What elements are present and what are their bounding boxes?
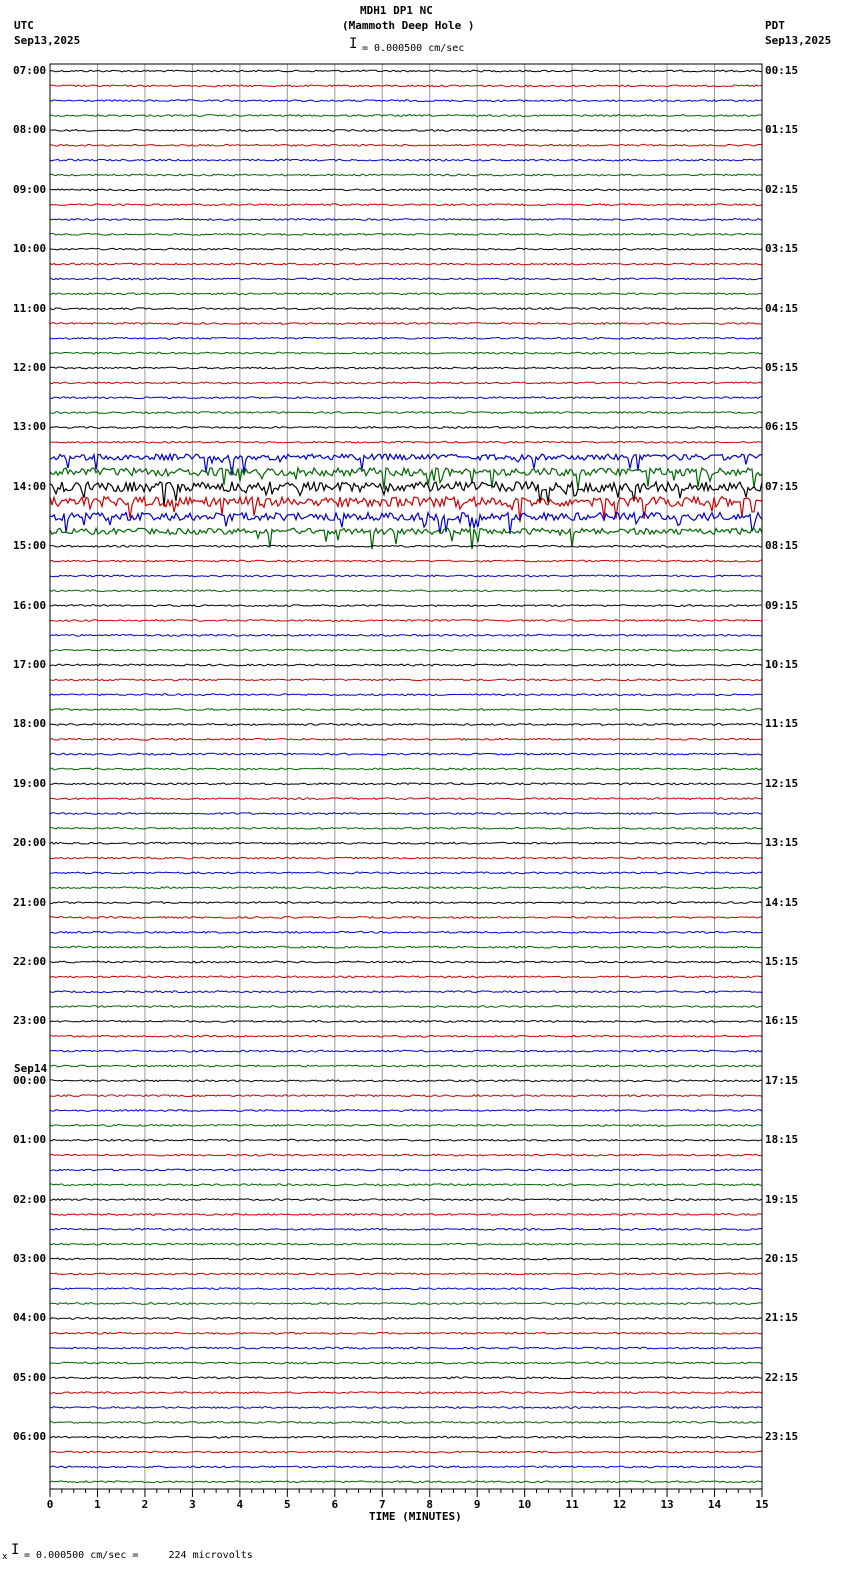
trace-25 xyxy=(50,441,762,443)
trace-group xyxy=(50,70,762,1483)
trace-34 xyxy=(50,575,762,577)
trace-1 xyxy=(50,85,762,87)
trace-11 xyxy=(50,234,762,236)
left-hour-label: 21:00 xyxy=(13,895,47,909)
left-hour-label: 23:00 xyxy=(13,1014,47,1028)
trace-79 xyxy=(50,1243,762,1245)
right-hour-label: 07:15 xyxy=(765,479,799,493)
trace-61 xyxy=(50,976,762,978)
trace-94 xyxy=(50,1466,762,1468)
trace-32 xyxy=(50,545,762,547)
trace-40 xyxy=(50,664,762,666)
trace-95 xyxy=(50,1481,762,1483)
left-hour-label: 02:00 xyxy=(13,1192,47,1206)
trace-17 xyxy=(50,323,762,325)
left-hour-label: 15:00 xyxy=(13,539,47,553)
right-hour-label: 13:15 xyxy=(765,836,799,850)
trace-4 xyxy=(50,130,762,132)
x-tick-label: 10 xyxy=(518,1498,532,1511)
left-hour-label: 11:00 xyxy=(13,301,47,315)
trace-64 xyxy=(50,1021,762,1023)
right-hour-label: 21:15 xyxy=(765,1311,799,1325)
x-axis-label: TIME (MINUTES) xyxy=(369,1510,462,1523)
scale-bar-icon: I xyxy=(349,36,358,52)
footer-scale-label: = 0.000500 cm/sec = 224 microvolts xyxy=(24,1550,253,1561)
left-hour-label: 03:00 xyxy=(13,1252,47,1265)
right-hour-label: 18:15 xyxy=(765,1133,799,1147)
trace-12 xyxy=(50,248,762,250)
trace-35 xyxy=(50,590,762,592)
left-hour-label: 18:00 xyxy=(13,717,47,731)
trace-13 xyxy=(50,263,762,265)
left-hour-label: 14:00 xyxy=(13,479,47,493)
trace-63 xyxy=(50,1006,762,1008)
right-date: Sep13,2025 xyxy=(765,34,832,47)
right-hour-label: 12:15 xyxy=(765,776,799,790)
trace-22 xyxy=(50,397,762,399)
trace-51 xyxy=(50,828,762,830)
trace-24 xyxy=(50,427,762,429)
trace-71 xyxy=(50,1125,762,1127)
left-hour-label: 05:00 xyxy=(13,1370,47,1384)
trace-42 xyxy=(50,694,762,696)
trace-45 xyxy=(50,738,762,740)
trace-78 xyxy=(50,1228,762,1230)
trace-21 xyxy=(50,382,762,384)
trace-77 xyxy=(50,1214,762,1216)
trace-90 xyxy=(50,1407,762,1409)
trace-76 xyxy=(50,1199,762,1201)
trace-6 xyxy=(50,159,762,161)
trace-48 xyxy=(50,783,762,785)
left-hour-label: 17:00 xyxy=(13,658,47,671)
left-hour-label: 22:00 xyxy=(13,955,47,968)
trace-10 xyxy=(50,219,762,221)
x-tick-label: 8 xyxy=(426,1498,434,1511)
x-tick-label: 11 xyxy=(565,1498,579,1511)
x-tick-label: 6 xyxy=(331,1498,339,1511)
x-tick-label: 14 xyxy=(707,1498,722,1511)
trace-9 xyxy=(50,204,762,206)
x-tick-label: 1 xyxy=(94,1498,101,1511)
trace-50 xyxy=(50,813,762,815)
trace-14 xyxy=(50,278,762,280)
left-hour-label: 12:00 xyxy=(13,361,47,374)
right-hour-label: 00:15 xyxy=(765,64,799,77)
right-hour-label: 01:15 xyxy=(765,123,799,137)
left-hour-label: 16:00 xyxy=(13,598,47,612)
left-hour-label: 06:00 xyxy=(13,1430,47,1444)
left-hour-label: 07:00 xyxy=(13,64,47,77)
trace-8 xyxy=(50,189,762,191)
trace-85 xyxy=(50,1332,762,1334)
date-change-label: Sep14 xyxy=(14,1062,48,1075)
right-hour-label: 09:15 xyxy=(765,598,799,612)
trace-56 xyxy=(50,902,762,904)
x-tick-label: 13 xyxy=(660,1498,674,1511)
trace-70 xyxy=(50,1110,762,1112)
right-hour-label: 05:15 xyxy=(765,361,799,374)
right-hour-label: 19:15 xyxy=(765,1192,799,1206)
trace-0 xyxy=(50,70,762,72)
right-timezone: PDT xyxy=(765,19,785,32)
trace-5 xyxy=(50,144,762,146)
footer-scale-icon: I xyxy=(11,1542,20,1558)
location-title: (Mammoth Deep Hole ) xyxy=(342,19,475,32)
trace-47 xyxy=(50,768,762,770)
trace-68 xyxy=(50,1080,762,1082)
trace-19 xyxy=(50,352,762,354)
left-hour-label: 19:00 xyxy=(13,776,47,790)
trace-84 xyxy=(50,1318,762,1320)
trace-88 xyxy=(50,1377,762,1379)
left-hour-label: 20:00 xyxy=(13,836,47,850)
trace-36 xyxy=(50,605,762,607)
right-hour-label: 22:15 xyxy=(765,1370,799,1384)
trace-87 xyxy=(50,1362,762,1364)
x-axis xyxy=(47,1489,769,1511)
trace-46 xyxy=(50,753,762,755)
right-hour-label: 15:15 xyxy=(765,955,799,968)
right-hour-label: 06:15 xyxy=(765,420,799,434)
right-hour-label: 20:15 xyxy=(765,1252,799,1265)
x-tick-label: 12 xyxy=(612,1498,627,1511)
trace-15 xyxy=(50,293,762,295)
left-timezone: UTC xyxy=(14,19,34,32)
trace-75 xyxy=(50,1184,762,1186)
trace-33 xyxy=(50,560,762,562)
trace-57 xyxy=(50,917,762,919)
trace-54 xyxy=(50,872,762,874)
left-date: Sep13,2025 xyxy=(14,34,81,47)
right-hour-label: 16:15 xyxy=(765,1014,799,1028)
trace-73 xyxy=(50,1154,762,1156)
right-hour-label: 03:15 xyxy=(765,242,799,256)
right-hour-label: 02:15 xyxy=(765,182,799,196)
scale-label: = 0.000500 cm/sec xyxy=(362,43,465,54)
trace-72 xyxy=(50,1139,762,1141)
x-tick-label: 5 xyxy=(284,1498,291,1511)
footer-mark: x xyxy=(2,1552,8,1562)
trace-82 xyxy=(50,1288,762,1290)
trace-58 xyxy=(50,931,762,933)
trace-74 xyxy=(50,1169,762,1171)
trace-39 xyxy=(50,649,762,651)
trace-53 xyxy=(50,857,762,859)
left-hour-label: 09:00 xyxy=(13,182,47,196)
left-hour-label: 13:00 xyxy=(13,420,47,434)
station-title: MDH1 DP1 NC xyxy=(360,4,433,17)
trace-69 xyxy=(50,1095,762,1097)
right-hour-label: 10:15 xyxy=(765,658,799,671)
right-hour-label: 14:15 xyxy=(765,895,799,909)
trace-44 xyxy=(50,724,762,726)
left-hour-label: 08:00 xyxy=(13,123,47,137)
right-hour-label: 11:15 xyxy=(765,717,799,731)
x-tick-label: 4 xyxy=(236,1498,244,1511)
x-tick-label: 3 xyxy=(189,1498,196,1511)
trace-23 xyxy=(50,412,762,414)
left-hour-label: 01:00 xyxy=(13,1133,47,1147)
trace-55 xyxy=(50,887,762,889)
x-tick-label: 0 xyxy=(46,1498,54,1511)
trace-92 xyxy=(50,1436,762,1438)
trace-7 xyxy=(50,174,762,176)
trace-20 xyxy=(50,367,762,369)
trace-81 xyxy=(50,1273,762,1275)
trace-93 xyxy=(50,1451,762,1453)
trace-59 xyxy=(50,946,762,948)
trace-3 xyxy=(50,115,762,117)
right-hour-label: 23:15 xyxy=(765,1430,799,1444)
trace-65 xyxy=(50,1035,762,1037)
trace-83 xyxy=(50,1303,762,1305)
right-hour-label: 08:15 xyxy=(765,539,799,553)
trace-91 xyxy=(50,1422,762,1424)
trace-37 xyxy=(50,620,762,622)
trace-43 xyxy=(50,709,762,711)
right-hour-label: 04:15 xyxy=(765,301,799,315)
right-hour-label: 17:15 xyxy=(765,1073,799,1087)
trace-49 xyxy=(50,798,762,800)
trace-89 xyxy=(50,1392,762,1394)
left-hour-label: 00:00 xyxy=(13,1073,47,1087)
x-tick-label: 15 xyxy=(755,1498,769,1511)
trace-18 xyxy=(50,337,762,339)
trace-67 xyxy=(50,1065,762,1067)
x-tick-label: 9 xyxy=(473,1498,481,1511)
trace-38 xyxy=(50,634,762,636)
left-hour-label: 04:00 xyxy=(13,1311,47,1325)
trace-41 xyxy=(50,679,762,681)
trace-86 xyxy=(50,1347,762,1349)
trace-62 xyxy=(50,991,762,993)
trace-52 xyxy=(50,842,762,844)
x-tick-label: 7 xyxy=(378,1498,386,1511)
trace-80 xyxy=(50,1258,762,1260)
left-hour-label: 10:00 xyxy=(13,242,47,256)
trace-16 xyxy=(50,308,762,310)
trace-2 xyxy=(50,100,762,102)
x-tick-label: 2 xyxy=(141,1498,149,1511)
trace-66 xyxy=(50,1050,762,1052)
trace-60 xyxy=(50,961,762,963)
